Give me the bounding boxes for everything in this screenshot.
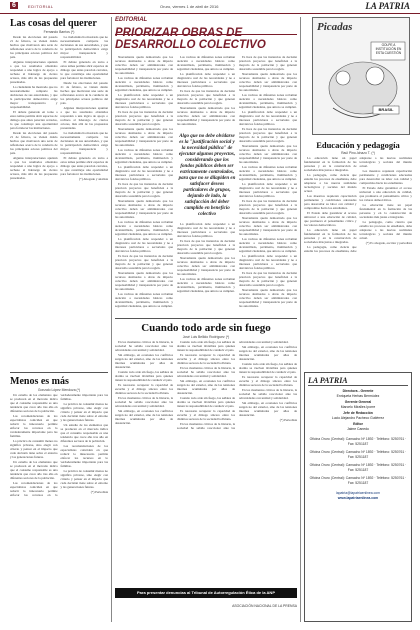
banner-text: Para presentar denuncias al Tribunal de Autorregulación Ética de la ANP [137, 590, 275, 595]
office-address: Oficina Oruro (Central): Camacho Nº 1892 · Teléfono: 5250761 · Fax: 5251187 [309, 450, 407, 459]
article-body [10, 35, 108, 363]
paragraph: La planificación debe responder a un diagnóstico real de las necesidades y no a intereses particulares o sectoriales que desvían los fondos públicos. [115, 165, 173, 181]
paragraph: Algunas interpretaciones apuntan a que los resultados obtenidos responden a una lógica de apoyo o rechazo al liderazgo de ciertos actores, más allá de las propuestas presentadas. [10, 60, 58, 84]
paragraph: Las recomendaciones de los especialistas coinciden en que reducir lo innecesario permite enfocar los recursos en lo verdaderamente importante para las familias. [60, 444, 108, 468]
page-number: 6 [12, 2, 16, 9]
article-title: Educación y pedagogía [316, 140, 400, 150]
office-address: Oficina Oruro (Central): Camacho Nº 1892 · Teléfono: 5250761 · Fax: 5251187 [309, 437, 407, 446]
staff-name: Jaime Canedo [347, 426, 369, 431]
staff-role: Jefe de Redacción [343, 411, 373, 415]
paragraph: La educación tiene un papel fundamental en la formación de las personas y en la construcción de sociedades más justas e integradas. [359, 203, 412, 219]
section-label: EDITORIAL [28, 4, 54, 9]
paragraph: El Estado debe garantizar el acceso universal a una educación de calidad, que promueva el pensamiento crítico y los valores democráticos. [359, 186, 412, 202]
article-byline: Gonzalo López Mendoza (*) [37, 388, 81, 392]
staff-entry [308, 411, 408, 420]
paragraph: Es necesario recuperar la capacidad de escucha y el diálogo sincero entre los distintos sectores de la sociedad boliviana. [115, 383, 173, 395]
paragraph: Nuevamente queda demostrado que los recursos destinados a obras de impacto colectivo deben ser administrados con responsabilidad y transparencia por parte de las autoridades. [239, 72, 297, 92]
staff-masthead: LA PATRIA [308, 376, 408, 386]
paragraph: Un estudio de los elementos que se producen en el mercado indica que el consumo responsable es una tendencia que crece año tras año en diferentes sectores de la población. [10, 393, 58, 413]
paragraph: La ciudadanía ha mostrado que no necesariamente comparte las decisiones de sus autoridades, y que la participación democrática exige mayor transparencia y responsabilidad. [60, 131, 108, 155]
article-body [304, 156, 412, 364]
staff-name: Marcelo Miralles Iporre [340, 404, 376, 409]
article-byline: José Luis Bellido Rodríguez (*) [182, 335, 230, 339]
paragraph: Sin embargo, en ocasiones los conflictos surgen no del exterior, sino de las tensiones internas acumuladas por años de desatención. [177, 379, 235, 395]
paragraph: La práctica de consumir menos no significa privarse, sino elegir con criterio y pensar en el impacto que cada decisión tiene sobre el entorno y las generaciones futuras. [60, 469, 108, 489]
paragraph: Es necesario recuperar la capacidad de escucha y el diálogo sincero entre los distintos sectores de la sociedad boliviana. [239, 375, 297, 387]
paragraph: Cuando todo arde sin fuego, las señales de alarma se vuelven invisibles para quienes tienen la responsabilidad de conducir el país. [115, 370, 173, 382]
paragraph: En los momentos críticos de la historia, la sociedad ha sabido reaccionar ante las adversidades con unidad y solidaridad. [177, 340, 289, 430]
paragraph: La ciudadanía ha mostrado que no necesariamente comparte las decisiones de sus autoridades, y que la participación democrática exige mayor transparencia y responsabilidad. [10, 85, 58, 109]
paragraph: La educación tiene un papel fundamental en la formación de las personas y en la construcción de sociedades más justas e integradas. [304, 156, 357, 172]
website-link[interactable]: www.lapatriaenlinea.com [337, 495, 379, 500]
paragraph: Nuevamente queda demostrado que los recursos destinados a obras de impacto colectivo deben ser administrados con responsabilidad y transparencia por parte de las autoridades. [177, 106, 235, 126]
paragraph: Un estudio de los elementos que se producen en el mercado indica que el consumo responsable es una tendencia que crece año tras año en diferentes sectores de la población. [10, 460, 58, 480]
editorial-body-col-2b [177, 222, 235, 315]
staff-name: Lucio Alejandro Pacheco Gutiérrez [331, 415, 385, 420]
article-byline: Fernando Barrios (*) [43, 30, 75, 34]
staff-entry [308, 389, 408, 398]
paragraph: La planificación debe responder a un diagnóstico real de las necesidades y no a intereses particulares o sectoriales que desvían los fondos públicos. [239, 182, 297, 198]
editorial-body-col-3 [239, 55, 297, 315]
paragraph: En los momentos críticos de la historia, la sociedad ha sabido reaccionar ante las adversidades con unidad y solidaridad. [115, 340, 173, 352]
center-article [115, 322, 297, 584]
paragraph: La pedagogía, como ciencia que estudia los procesos de enseñanza, debe adaptarse a las nuevas realidades tecnológicas y sociales del mundo actual. [359, 220, 412, 240]
footnote: (*) Es abogado, escritor y periodista [365, 241, 412, 245]
paragraph: Nuevamente queda demostrado que los recursos destinados a obras de impacto colectivo deben ser administrados con responsabilidad y transparencia por parte de las autoridades. [115, 127, 173, 147]
paragraph: Cuando todo arde sin fuego, las señales de alarma se vuelven invisibles para quienes tienen la responsabilidad de conducir el país. [177, 340, 235, 352]
staff-role: Directora - Gerente [342, 389, 374, 393]
paragraph: Un estudio de los elementos que se producen en el mercado indica que el consumo responsable es una tendencia que crece año tras año en diferentes sectores de la población. [60, 423, 108, 443]
article-body [115, 340, 297, 580]
paragraph: La planificación debe responder a un diagnóstico real de las necesidades y no a intereses particulares o sectoriales que desvían los fondos públicos. [115, 237, 173, 253]
paragraph: Las recomendaciones de los especialistas coinciden en que reducir lo innecesario permite enfocar los recursos en lo verdaderamente importante para las familias. [10, 414, 58, 438]
paragraph: Los vecinos de diferentes zonas reclaman atención a necesidades básicas como alcantarillado, pavimento, iluminación y seguridad ciudadana, que aún no se cumplen. [239, 165, 297, 181]
paragraph: La pedagogía, como ciencia que estudia los procesos de enseñanza, debe adaptarse a las nuevas realidades tecnológicas y sociales del mundo actual. [304, 156, 412, 253]
paragraph: En los momentos críticos de la historia, la sociedad ha sabido reaccionar ante las adversidades con unidad y solidaridad. [239, 388, 297, 400]
paragraph: La educación tiene un papel fundamental en la formación de las personas y en la construcción de sociedades más justas e integradas. [304, 228, 357, 244]
article-body [10, 393, 108, 617]
paragraph: El debate generado en torno a estos temas permite abrir espacios de diálogo que antes parecían cerrados, lo que constituye una oportunidad para fortalecer las instituciones. [10, 110, 58, 130]
paragraph: En los momentos críticos de la historia, la sociedad ha sabido reaccionar ante las adversidades con unidad y solidaridad. [177, 366, 235, 378]
paragraph: La ciudadanía ha mostrado que no necesariamente comparte las decisiones de sus autoridades, y que la participación democrática exige mayor transparencia y responsabilidad. [60, 35, 108, 59]
paragraph: Nuevamente queda demostrado que los recursos destinados a obras de impacto colectivo deben ser administrados con responsabilidad y transparencia por parte de las autoridades. [115, 271, 173, 291]
paragraph: Nuevamente queda demostrado que los recursos destinados a obras de impacto colectivo deben ser administrados con responsabilidad y transparencia por parte de las autoridades. [239, 288, 297, 308]
office-address: Oficina Oruro (Central): Camacho Nº 1892 · Teléfono: 5250761 · Fax: 5251187 [309, 463, 407, 472]
date-line: Oruro, viernes 1 de abril de 2016 [160, 4, 219, 9]
right-article [304, 140, 412, 370]
staff-entry [308, 422, 408, 431]
paragraph: Los vecinos de diferentes zonas reclaman atención a necesidades básicas como alcantarillado, pavimento, iluminación y seguridad ciudadana, que aún no se cumplen. [115, 76, 173, 92]
pull-quote: Algo que no debe olvidarse es la "justificación social y la necesidad pública" de ejecutar algunos proyectos, considerando que los fondos públicos deben ser estrictamente controlados, para que no se dilapiden en satisfacer deseos particulares de grupos, dejando de lado, la satisfacción del deber cumplido en beneficio colectivo [178, 134, 236, 217]
paragraph: Nuevamente queda demostrado que los recursos destinados a obras de impacto colectivo deben ser administrados con responsabilidad y transparencia por parte de las autoridades. [115, 55, 173, 75]
anp-logo [115, 600, 297, 622]
paragraph: En los momentos críticos de la historia, la sociedad ha sabido reaccionar ante las adversidades con unidad y solidaridad. [115, 396, 173, 408]
paragraph: Los vecinos de diferentes zonas reclaman atención a necesidades básicas como alcantarillado, pavimento, iluminación y seguridad ciudadana, que aún no se cumplen. [177, 277, 235, 293]
paragraph: Los vecinos de diferentes zonas reclaman atención a necesidades básicas como alcantarillado, pavimento, iluminación y seguridad ciudadana, que aún no se cumplen. [115, 220, 173, 236]
editorial-body-col-1 [115, 55, 173, 315]
email-link[interactable]: lapatria@lapatriaenlinea.com [336, 491, 380, 495]
article-title: Menos es más [10, 376, 69, 387]
staff-entry [308, 400, 408, 409]
editorial-title: PRIORIZAR OBRAS DE DESARROLLO COLECTIVO [115, 27, 266, 51]
paragraph: Es necesario recuperar la capacidad de escucha y el diálogo sincero entre los distintos sectores de la sociedad boliviana. [177, 353, 235, 365]
paragraph: Nuevamente queda demostrado que los recursos destinados a obras de impacto colectivo deben ser administrados con responsabilidad y transparencia por parte de las autoridades. [239, 144, 297, 164]
paragraph: Los vecinos de diferentes zonas reclaman atención a necesidades básicas como alcantarillado, pavimento, iluminación y seguridad ciudadana, que aún no se cumplen. [239, 237, 297, 253]
paragraph: Nuevamente queda demostrado que los recursos destinados a obras de impacto colectivo deben ser administrados con responsabilidad y transparencia por parte de las autoridades. [239, 216, 297, 236]
paragraph: Nuevamente queda demostrado que los recursos destinados a obras de impacto colectivo deben ser administrados con responsabilidad y transparencia por parte de las autoridades. [177, 256, 235, 276]
cartoon-box [312, 17, 410, 135]
page-header [0, 0, 420, 14]
editorial-body-col-2 [177, 55, 235, 131]
paragraph: Es hora de que las instancias de decisión prioricen proyectos que beneficien a la mayoría de la población y que generen desarrollo sostenible para la región. [239, 55, 297, 71]
paragraph: Desde las elecciones del pasado 21 de febrero, se vienen dando hechos que motivaron una serie de reflexiones acerca de la conducta de los principales actores políticos del país. [60, 81, 108, 105]
paragraph: Algunas interpretaciones apuntan a que los resultados obtenidos responden a una lógica de apoyo o rechazo al liderazgo de ciertos actores, más allá de las propuestas presentadas. [60, 106, 108, 130]
paragraph: La práctica de consumir menos no significa privarse, sino elegir con criterio y pensar en el impacto que cada decisión tiene sobre el entorno y las generaciones futuras. [10, 439, 58, 459]
paragraph: Cuando todo arde sin fuego, las señales de alarma se vuelven invisibles para quienes tienen la responsabilidad de conducir el país. [177, 396, 235, 408]
left-article-2 [10, 376, 108, 622]
staff-role: Gerente General [344, 400, 372, 404]
paragraph: Sin embargo, en ocasiones los conflictos surgen no del exterior, sino de las tensiones internas acumuladas por años de desatención. [115, 409, 173, 425]
article-byline: Raúl Pino-Ichazo T. (*) [341, 151, 375, 155]
logo-text: ASOCIACIÓN NACIONAL DE LA PRENSA [232, 604, 297, 608]
paragraph: La planificación debe responder a un diagnóstico real de las necesidades y no a intereses particulares o sectoriales que desvían los fondos públicos. [177, 222, 235, 238]
paragraph: El debate generado en torno a estos temas permite abrir espacios de diálogo que antes parecían cerrados, lo que constituye una oportunidad para fortalecer las instituciones. [60, 60, 108, 80]
paragraph: Desde las elecciones del pasado 21 de febrero, se vienen dando hechos que motivaron una serie de reflexiones acerca de la conducta de los principales actores políticos del país. [10, 131, 58, 155]
paragraph: La planificación debe responder a un diagnóstico real de las necesidades y no a intereses particulares o sectoriales que desvían los fondos públicos. [239, 110, 297, 126]
masthead: LA PATRIA [365, 1, 410, 11]
staff-role: Editor [353, 422, 363, 426]
article-title: Las cosas del querer [10, 18, 97, 29]
staff-name: Enriqueta Herbas Bermúdez [336, 393, 380, 398]
paragraph: Los vecinos de diferentes zonas reclaman atención a necesidades básicas como alcantarillado, pavimento, iluminación y seguridad ciudadana, que aún no se cumplen. [177, 55, 235, 71]
paragraph: Sin embargo, en ocasiones los conflictos surgen no del exterior, sino de las tensiones internas acumuladas por años de desatención. [239, 345, 297, 361]
paragraph: Los maestros requieren capacitación permanente y condiciones adecuadas para desarrollar su labor con calidad y compromiso hacia los estudiantes. [359, 169, 412, 185]
paragraph: Algunas interpretaciones apuntan a que los resultados obtenidos responden a una lógica de apoyo o rechazo al liderazgo de ciertos actores, más allá de las propuestas presentadas. [10, 156, 58, 180]
paragraph: El Estado debe garantizar el acceso universal a una educación de calidad, que promueva el pensamiento crítico y los valores democráticos. [304, 211, 357, 227]
paragraph: Los vecinos de diferentes zonas reclaman atención a necesidades básicas como alcantarillado, pavimento, iluminación y seguridad ciudadana, que aún no se cumplen. [115, 292, 173, 308]
office-address: Oficina Oruro (Central): Camacho Nº 1892 · Teléfono: 5250761 · Fax: 5251187 [309, 476, 407, 485]
paragraph: Las recomendaciones de los especialistas coinciden en que reducir lo innecesario permite enfocar los recursos en lo verdaderamente importante para las familias. [10, 393, 108, 497]
paragraph: Es hora de que las instancias de decisión prioricen proyectos que beneficien a la mayoría de la población y que generen desarrollo sostenible para la región. [115, 110, 173, 126]
paragraph: Es hora de que las instancias de decisión prioricen proyectos que beneficien a la mayoría de la población y que generen desarrollo sostenible para la región. [115, 182, 173, 198]
paragraph: Es hora de que las instancias de decisión prioricen proyectos que beneficien a la mayoría de la población y que generen desarrollo sostenible para la región. [239, 127, 297, 143]
footnote: (*) Periodista [90, 490, 108, 494]
cartoon-title: Picadas [317, 21, 353, 33]
paragraph: La práctica de consumir menos no significa privarse, sino elegir con criterio y pensar en el impacto que cada decisión tiene sobre el entorno y las generaciones futuras. [60, 402, 108, 422]
paragraph: La planificación debe responder a un diagnóstico real de las necesidades y no a intereses particulares o sectoriales que desvían los fondos públicos. [177, 72, 235, 88]
paragraph: Desde las elecciones del pasado 21 de febrero, se vienen dando hechos que motivaron una serie de reflexiones acerca de la conducta de los principales actores políticos del país. [10, 35, 58, 59]
paragraph: La planificación debe responder a un diagnóstico real de las necesidades y no a intereses particulares o sectoriales que desvían los fondos públicos. [239, 254, 297, 270]
footnote: (*) Periodista [279, 418, 297, 422]
paragraph: Los vecinos de diferentes zonas reclaman atención a necesidades básicas como alcantarillado, pavimento, iluminación y seguridad ciudadana, que aún no se cumplen. [115, 148, 173, 164]
article-title: Cuando todo arde sin fuego [141, 322, 271, 334]
paragraph: La pedagogía, como ciencia que estudia los procesos de enseñanza, debe adaptarse a las nuevas realidades tecnológicas y sociales del mundo actual. [304, 173, 357, 193]
ethics-banner [115, 588, 297, 598]
left-article-1 [10, 18, 108, 370]
paragraph: Sin embargo, en ocasiones los conflictos surgen no del exterior, sino de las tensiones internas acumuladas por años de desatención. [115, 353, 173, 369]
paragraph: Cuando todo arde sin fuego, las señales de alarma se vuelven invisibles para quienes tienen la responsabilidad de conducir el país. [239, 362, 297, 374]
cartoon-tag: BRASIL [378, 107, 394, 112]
paragraph: Es necesario recuperar la capacidad de escucha y el diálogo sincero entre los distintos sectores de la sociedad boliviana. [177, 409, 235, 421]
footnote: (*) Abogado y analista [79, 177, 108, 181]
cartoon-caption: GOLPE A INSTITUCIÓN EN ESTA CUESTIÓN [375, 43, 402, 55]
paragraph: La planificación debe responder a un diagnóstico real de las necesidades y no a intereses particulares o sectoriales que desvían los fondos públicos. [115, 93, 173, 109]
paragraph: Nuevamente queda demostrado que los recursos destinados a obras de impacto colectivo deben ser administrados con responsabilidad y transparencia por parte de las autoridades. [115, 199, 173, 219]
paragraph: Es hora de que las instancias de decisión prioricen proyectos que beneficien a la mayoría de la población y que generen desarrollo sostenible para la región. [177, 89, 235, 105]
paragraph: Los maestros requieren capacitación permanente y condiciones adecuadas para desarrollar su labor con calidad y compromiso hacia los estudiantes. [304, 194, 357, 210]
paragraph: Es hora de que las instancias de decisión prioricen proyectos que beneficien a la mayoría de la población y que generen desarrollo sostenible para la región. [239, 199, 297, 215]
paragraph: Es hora de que las instancias de decisión prioricen proyectos que beneficien a la mayoría de la población y que generen desarrollo sostenible para la región. [239, 271, 297, 287]
paragraph: Sin embargo, en ocasiones los conflictos surgen no del exterior, sino de las tensiones internas acumuladas por años de desatención. [239, 401, 297, 417]
paragraph: Los vecinos de diferentes zonas reclaman atención a necesidades básicas como alcantarillado, pavimento, iluminación y seguridad ciudadana, que aún no se cumplen. [239, 93, 297, 109]
paragraph: El debate generado en torno a estos temas permite abrir espacios de diálogo que antes parecían cerrados, lo que constituye una oportunidad para fortalecer las instituciones. [60, 156, 108, 176]
cartoon-drawing-icon [313, 18, 410, 135]
paragraph: Es hora de que las instancias de decisión prioricen proyectos que beneficien a la mayoría de la población y que generen desarrollo sostenible para la región. [115, 254, 173, 270]
editorial-label: EDITORIAL [115, 17, 148, 23]
staff-box [304, 372, 412, 622]
paragraph: Es hora de que las instancias de decisión prioricen proyectos que beneficien a la mayoría de la población y que generen desarrollo sostenible para la región. [177, 239, 235, 255]
